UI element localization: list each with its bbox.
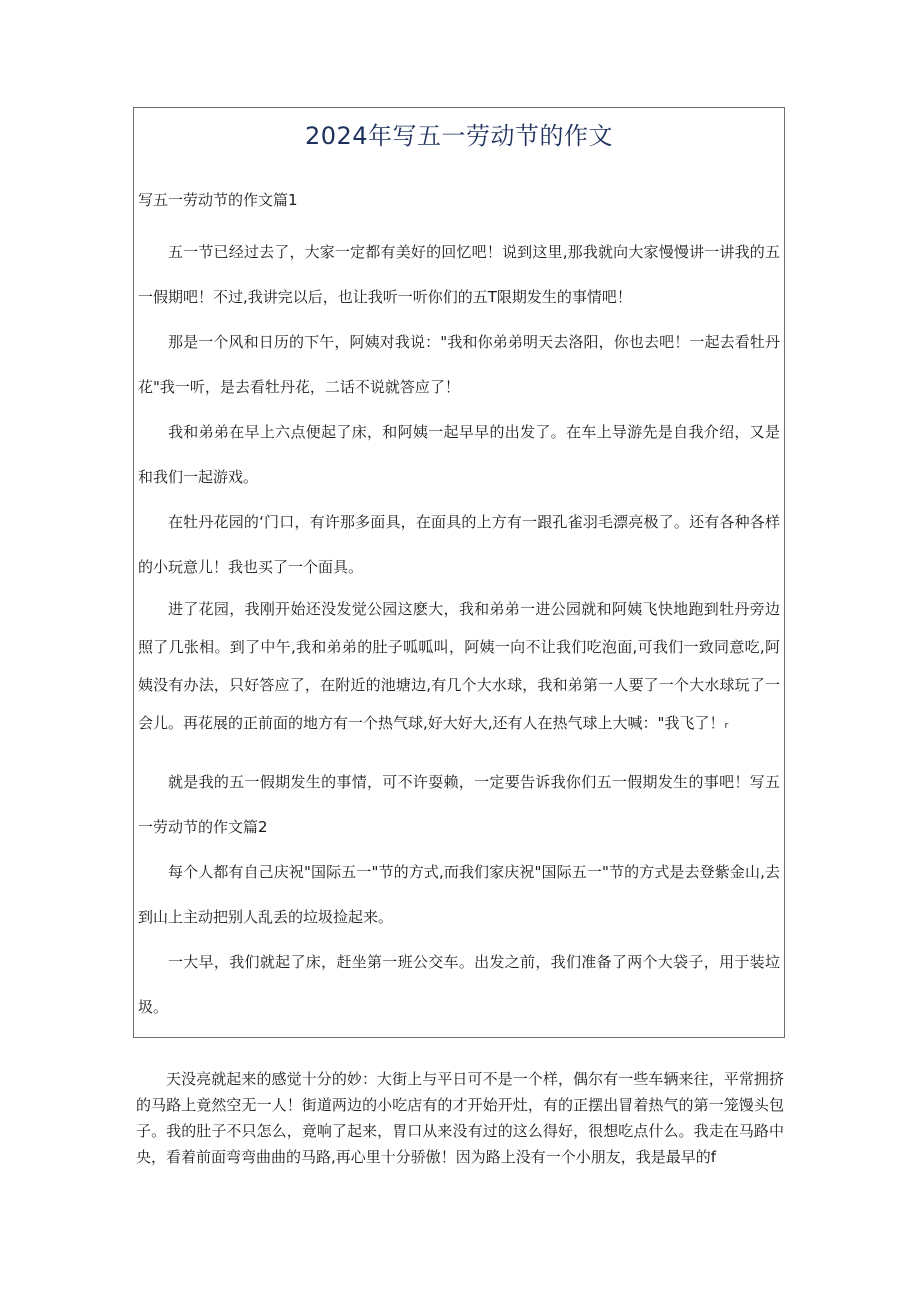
document-title: 2024年写五一劳动节的作文 bbox=[304, 122, 614, 150]
paragraph: 我和弟弟在早上六点便起了床，和阿姨一起早早的出发了。在车上导游先是自我介绍，又是和我们一起游戏。 bbox=[138, 423, 780, 486]
document-body bbox=[138, 182, 780, 1030]
paragraph: 在牡丹花园的‘门口，有许那多面具，在面具的上方有一跟孔雀羽毛漂亮极了。还有各种各样的小玩意儿！我也买了一个面具。 bbox=[138, 513, 780, 576]
document-page-frame bbox=[133, 107, 785, 1038]
paragraph: 天没亮就起来的感觉十分的妙：大街上与平日可不是一个样，偶尔有一些车辆来往，平常拥挤的马路上竟然空无一人！街道两边的小吃店有的才开始开灶，有的正摆出冒着热气的第一笼馒头包子。我的肚子不只怎么，竟响了起来，胃口从来没有过的这么得好，很想吃点什么。我走在马路中央，看着前面弯弯曲曲的马路,再心里十分骄傲！因为路上没有一个小朋友，我是最早的f bbox=[136, 1070, 784, 1166]
paragraph: 每个人都有自己庆祝"国际五一"节的方式,而我们家庆祝"国际五一"节的方式是去登紫金山,去到山上主动把别人乱丢的垃圾捡起来。 bbox=[138, 863, 780, 926]
paragraph: 就是我的五一假期发生的事情，可不许耍赖，一定要告诉我你们五一假期发生的事吧！写五一劳动节的作文篇2 bbox=[138, 773, 780, 836]
paragraph: 那是一个风和日历的下午，阿姨对我说："我和你弟弟明天去洛阳，你也去吧！一起去看牡丹花"我一听，是去看牡丹花，二话不说就答应了！ bbox=[138, 333, 780, 396]
paragraph: 进了花园，我刚开始还没发觉公园这麽大，我和弟弟一进公园就和阿姨飞快地跑到牡丹旁边照了几张相。到了中午,我和弟弟的肚子呱呱叫，阿姨一向不让我们吃泡面,可我们一致同意吃,阿姨没有办法，只好答应了，在附近的池塘边,有几个大水球，我和弟第一人要了一个大水球玩了一会儿。再花展的正前面的地方有一个热气球,好大好大,还有人在热气球上大喊："我飞了！ᵣ bbox=[138, 600, 780, 732]
paragraph: 一大早，我们就起了床，赶坐第一班公交车。出发之前，我们准备了两个大袋子，用于装垃圾。 bbox=[138, 953, 780, 1016]
paragraph: 五一节已经过去了，大家一定都有美好的回忆吧！说到这里,那我就向大家慢慢讲一讲我的五一假期吧！不过,我讲完以后，也让我听一听你们的五T限期发生的事情吧！ bbox=[138, 243, 780, 306]
continuation-text bbox=[136, 1066, 784, 1170]
section-heading: 写五一劳动节的作文篇1 bbox=[138, 191, 298, 209]
